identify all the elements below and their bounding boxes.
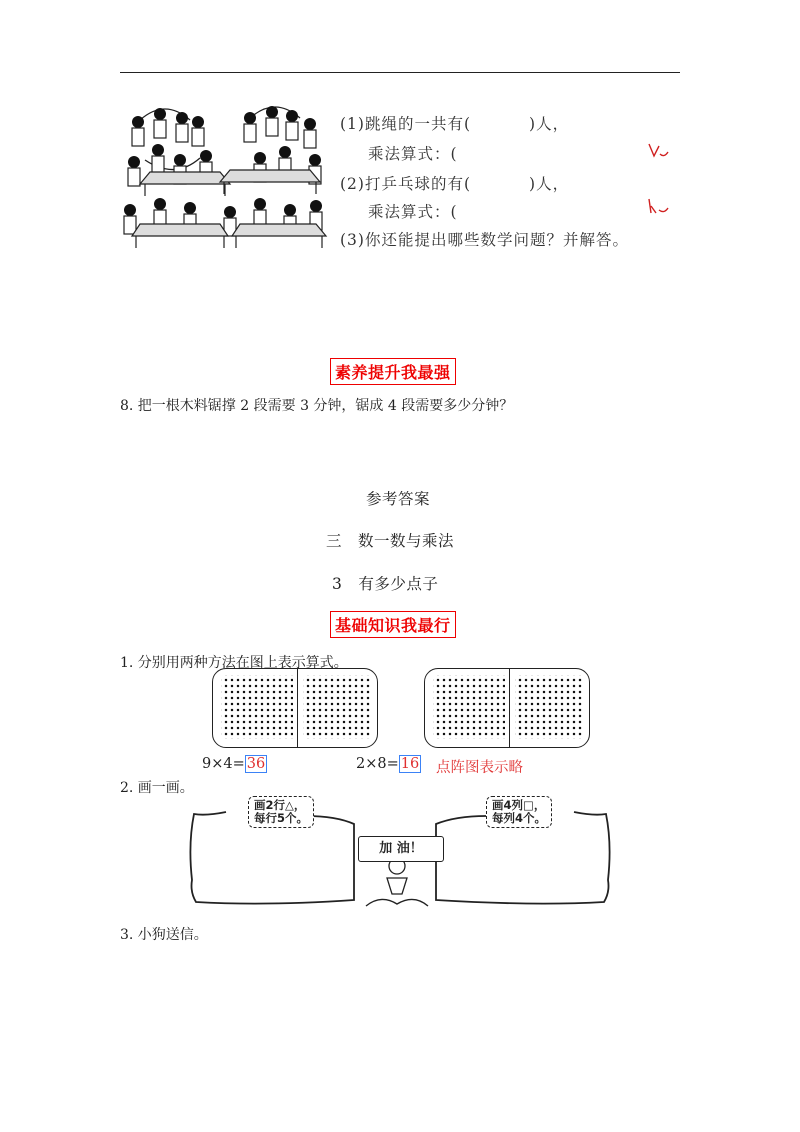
section-banner-basic: 基础知识我最行 (330, 611, 456, 638)
unit-title: 三 数一数与乘法 (326, 532, 455, 550)
section-banner-enhance: 素养提升我最强 (330, 358, 456, 385)
dot-array-panel-right (424, 668, 590, 748)
equation-2: 2×8= 16 (356, 756, 420, 772)
q2-formula-line: 乘法算式：( (368, 203, 458, 221)
answer-box: 16 (400, 756, 420, 772)
answers-title: 参考答案 (366, 490, 431, 508)
right-instruction-tag: 画4列□， 每列4个。 (486, 796, 552, 828)
cheer-sign: 加 油！ (358, 836, 444, 862)
handwritten-mark (646, 140, 672, 160)
answer-note: 点阵图表示略 (436, 760, 523, 776)
q3-line: (3)你还能提出哪些数学问题？并解答。 (340, 231, 629, 249)
question-8: 8. 把一根木料锯撑 2 段需要 3 分钟，锯成 4 段需要多少分钟？ (120, 398, 514, 414)
handwritten-mark (646, 196, 672, 216)
left-instruction-tag: 画2行△， 每行5个。 (248, 796, 314, 828)
dot-array-panel-left (212, 668, 378, 748)
question-3: 3. 小狗送信。 (120, 927, 208, 943)
equation-1: 9×4= 36 (202, 756, 266, 772)
q1-line: (1)跳绳的一共有( )人， (340, 115, 570, 133)
children-playing-illustration (120, 100, 330, 252)
top-rule (120, 72, 680, 73)
q2-line: (2)打乒乓球的有( )人， (340, 175, 570, 193)
lesson-title: 3 有多少点子 (332, 575, 439, 593)
q1-formula-line: 乘法算式：( (368, 145, 458, 163)
question-2: 2. 画一画。 (120, 780, 194, 796)
answer-box: 36 (246, 756, 266, 772)
question-1: 1. 分别用两种方法在图上表示算式。 (120, 655, 348, 671)
